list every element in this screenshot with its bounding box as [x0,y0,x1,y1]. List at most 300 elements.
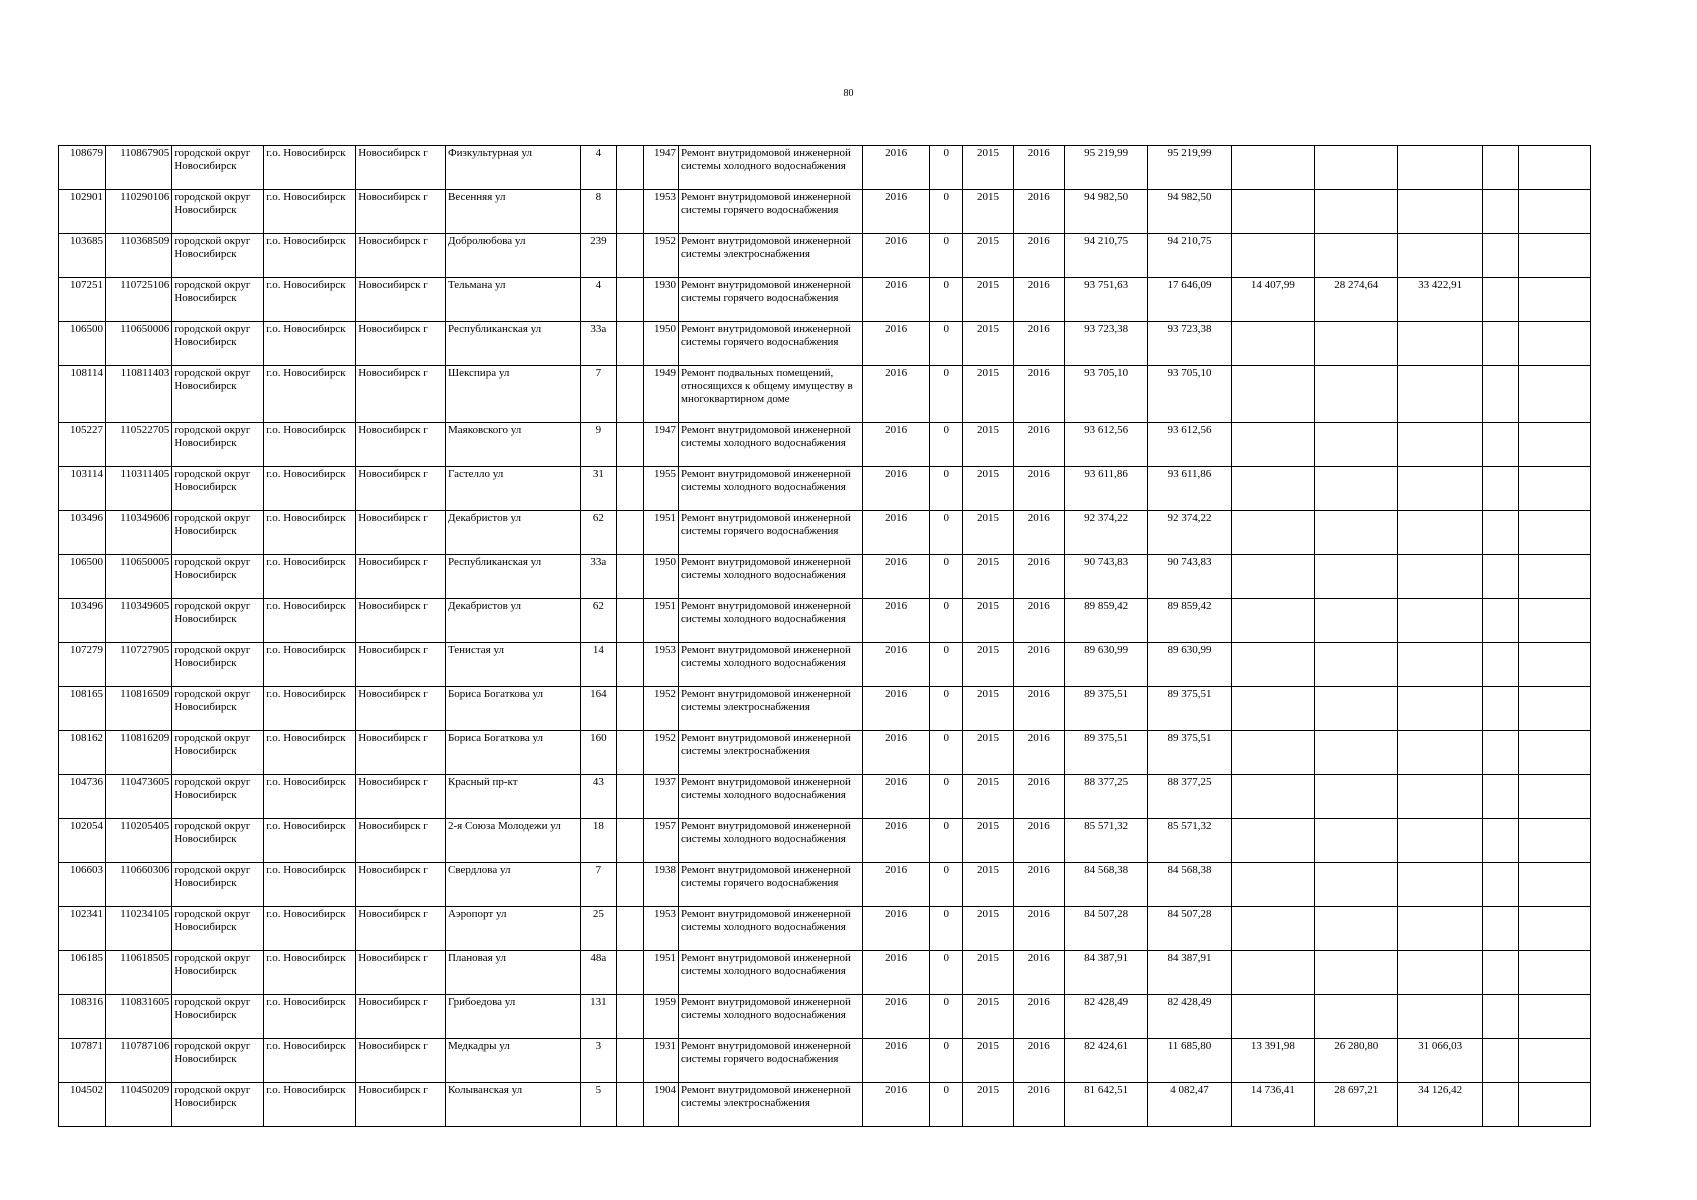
cell-house-number: 31 [580,467,616,511]
cell-value-2 [1315,863,1398,907]
cell-value-4 [1482,234,1518,278]
cell-value-1 [1231,995,1314,1039]
cell-district: городской округ Новосибирск [172,819,264,863]
cell-work-type: Ремонт внутридомовой инженерной системы горячего водоснабжения [679,863,863,907]
cell-year-to: 2016 [1013,731,1064,775]
cell-value-5 [1519,190,1591,234]
cell-value-1 [1231,190,1314,234]
cell-zero: 0 [930,511,963,555]
cell-year-from: 2015 [963,731,1013,775]
cell-house-id: 108679 [59,146,106,190]
cell-zero: 0 [930,687,963,731]
cell-city: Новосибирск г [356,599,446,643]
cell-zero: 0 [930,863,963,907]
cell-work-type: Ремонт внутридомовой инженерной системы электроснабжения [679,731,863,775]
cell-planned-year: 2016 [862,951,929,995]
cell-value-3 [1398,731,1482,775]
cell-city: Новосибирск г [356,643,446,687]
table-row [59,555,1591,599]
cell-value-5 [1519,1083,1591,1127]
cell-house-id: 103496 [59,511,106,555]
cell-zero: 0 [930,366,963,423]
cell-city: Новосибирск г [356,278,446,322]
cell-fund-cost: 89 630,99 [1148,643,1231,687]
cell-municipality: г.о. Новосибирск [264,366,356,423]
cell-municipality: г.о. Новосибирск [264,511,356,555]
cell-total-cost: 92 374,22 [1064,511,1147,555]
cell-street: Тенистая ул [445,643,580,687]
cell-value-1 [1231,731,1314,775]
cell-house-number: 48а [580,951,616,995]
cell-street: Плановая ул [445,951,580,995]
cell-element-code: 110816209 [106,731,172,775]
cell-value-1 [1231,467,1314,511]
cell-district: городской округ Новосибирск [172,643,264,687]
cell-fund-cost: 90 743,83 [1148,555,1231,599]
cell-work-type: Ремонт внутридомовой инженерной системы холодного водоснабжения [679,555,863,599]
cell-total-cost: 89 375,51 [1064,731,1147,775]
cell-house-number: 5 [580,1083,616,1127]
cell-element-code: 110290106 [106,190,172,234]
cell-year-to: 2016 [1013,511,1064,555]
cell-house-id: 108316 [59,995,106,1039]
cell-street: Маяковского ул [445,423,580,467]
cell-value-3 [1398,555,1482,599]
cell-value-3: 31 066,03 [1398,1039,1482,1083]
cell-value-1 [1231,687,1314,731]
cell-value-4 [1482,146,1518,190]
cell-total-cost: 89 630,99 [1064,643,1147,687]
cell-year-to: 2016 [1013,643,1064,687]
cell-municipality: г.о. Новосибирск [264,1039,356,1083]
cell-fund-cost: 94 210,75 [1148,234,1231,278]
cell-building [617,146,644,190]
cell-year-built: 1957 [643,819,678,863]
cell-value-2 [1315,146,1398,190]
cell-planned-year: 2016 [862,278,929,322]
cell-planned-year: 2016 [862,863,929,907]
cell-total-cost: 93 751,63 [1064,278,1147,322]
cell-total-cost: 89 859,42 [1064,599,1147,643]
cell-total-cost: 84 507,28 [1064,907,1147,951]
cell-municipality: г.о. Новосибирск [264,731,356,775]
cell-year-from: 2015 [963,278,1013,322]
cell-house-number: 25 [580,907,616,951]
cell-planned-year: 2016 [862,907,929,951]
cell-work-type: Ремонт подвальных помещений, относящихся к общему имуществу в многоквартирном доме [679,366,863,423]
cell-district: городской округ Новосибирск [172,366,264,423]
cell-value-3 [1398,423,1482,467]
cell-building [617,366,644,423]
cell-element-code: 110368509 [106,234,172,278]
cell-work-type: Ремонт внутридомовой инженерной системы холодного водоснабжения [679,643,863,687]
cell-planned-year: 2016 [862,467,929,511]
cell-work-type: Ремонт внутридомовой инженерной системы горячего водоснабжения [679,190,863,234]
cell-district: городской округ Новосибирск [172,907,264,951]
cell-value-3 [1398,907,1482,951]
cell-building [617,643,644,687]
cell-district: городской округ Новосибирск [172,511,264,555]
cell-value-3 [1398,775,1482,819]
cell-house-id: 108114 [59,366,106,423]
cell-year-to: 2016 [1013,995,1064,1039]
cell-year-from: 2015 [963,1039,1013,1083]
cell-value-5 [1519,366,1591,423]
cell-house-id: 107279 [59,643,106,687]
cell-year-built: 1953 [643,907,678,951]
cell-year-from: 2015 [963,146,1013,190]
cell-city: Новосибирск г [356,423,446,467]
cell-fund-cost: 17 646,09 [1148,278,1231,322]
cell-zero: 0 [930,995,963,1039]
cell-house-number: 9 [580,423,616,467]
cell-building [617,234,644,278]
cell-total-cost: 81 642,51 [1064,1083,1147,1127]
cell-municipality: г.о. Новосибирск [264,234,356,278]
cell-value-3 [1398,995,1482,1039]
cell-city: Новосибирск г [356,555,446,599]
cell-zero: 0 [930,775,963,819]
cell-house-number: 33а [580,555,616,599]
cell-municipality: г.о. Новосибирск [264,907,356,951]
table-row [59,775,1591,819]
cell-district: городской округ Новосибирск [172,687,264,731]
cell-building [617,819,644,863]
cell-value-3 [1398,819,1482,863]
cell-value-3 [1398,511,1482,555]
cell-house-number: 43 [580,775,616,819]
cell-value-5 [1519,423,1591,467]
cell-house-number: 3 [580,1039,616,1083]
table-row [59,278,1591,322]
cell-year-built: 1952 [643,234,678,278]
cell-fund-cost: 84 507,28 [1148,907,1231,951]
cell-total-cost: 93 611,86 [1064,467,1147,511]
cell-house-number: 7 [580,366,616,423]
cell-value-2 [1315,190,1398,234]
cell-house-number: 239 [580,234,616,278]
cell-value-2: 28 697,21 [1315,1083,1398,1127]
cell-work-type: Ремонт внутридомовой инженерной системы электроснабжения [679,234,863,278]
cell-value-1 [1231,907,1314,951]
cell-district: городской округ Новосибирск [172,951,264,995]
cell-fund-cost: 82 428,49 [1148,995,1231,1039]
cell-planned-year: 2016 [862,599,929,643]
cell-fund-cost: 92 374,22 [1148,511,1231,555]
cell-zero: 0 [930,322,963,366]
cell-district: городской округ Новосибирск [172,322,264,366]
cell-value-5 [1519,278,1591,322]
cell-year-to: 2016 [1013,907,1064,951]
cell-street: Шекспира ул [445,366,580,423]
cell-street: Республиканская ул [445,322,580,366]
cell-value-1 [1231,819,1314,863]
cell-work-type: Ремонт внутридомовой инженерной системы горячего водоснабжения [679,1039,863,1083]
cell-district: городской округ Новосибирск [172,599,264,643]
cell-street: Колыванская ул [445,1083,580,1127]
page-number: 80 [843,88,854,99]
table-row [59,995,1591,1039]
cell-value-3 [1398,863,1482,907]
cell-value-1 [1231,775,1314,819]
table-row [59,366,1591,423]
cell-planned-year: 2016 [862,366,929,423]
cell-zero: 0 [930,643,963,687]
cell-house-number: 14 [580,643,616,687]
cell-house-id: 106185 [59,951,106,995]
cell-value-2 [1315,423,1398,467]
table-row [59,322,1591,366]
cell-year-built: 1930 [643,278,678,322]
cell-value-2 [1315,643,1398,687]
cell-value-4 [1482,951,1518,995]
cell-house-id: 106500 [59,555,106,599]
cell-work-type: Ремонт внутридомовой инженерной системы холодного водоснабжения [679,951,863,995]
cell-street: Добролюбова ул [445,234,580,278]
cell-planned-year: 2016 [862,423,929,467]
cell-planned-year: 2016 [862,146,929,190]
cell-element-code: 110831605 [106,995,172,1039]
cell-year-built: 1951 [643,511,678,555]
cell-fund-cost: 4 082,47 [1148,1083,1231,1127]
cell-year-built: 1955 [643,467,678,511]
cell-value-4 [1482,190,1518,234]
cell-fund-cost: 93 612,56 [1148,423,1231,467]
cell-total-cost: 84 568,38 [1064,863,1147,907]
cell-work-type: Ремонт внутридомовой инженерной системы горячего водоснабжения [679,322,863,366]
cell-street: Декабристов ул [445,599,580,643]
cell-house-id: 103496 [59,599,106,643]
cell-street: Бориса Богаткова ул [445,731,580,775]
cell-value-4 [1482,467,1518,511]
cell-district: городской округ Новосибирск [172,731,264,775]
cell-house-id: 102054 [59,819,106,863]
cell-city: Новосибирск г [356,775,446,819]
cell-district: городской округ Новосибирск [172,234,264,278]
cell-year-to: 2016 [1013,146,1064,190]
cell-street: Медкадры ул [445,1039,580,1083]
cell-fund-cost: 89 375,51 [1148,687,1231,731]
cell-value-5 [1519,511,1591,555]
cell-value-4 [1482,643,1518,687]
cell-element-code: 110311405 [106,467,172,511]
cell-planned-year: 2016 [862,1039,929,1083]
cell-zero: 0 [930,731,963,775]
repair-program-table [58,145,1591,1127]
cell-work-type: Ремонт внутридомовой инженерной системы холодного водоснабжения [679,995,863,1039]
cell-value-3 [1398,146,1482,190]
table-row [59,599,1591,643]
cell-city: Новосибирск г [356,907,446,951]
cell-total-cost: 93 723,38 [1064,322,1147,366]
cell-municipality: г.о. Новосибирск [264,322,356,366]
cell-fund-cost: 95 219,99 [1148,146,1231,190]
cell-building [617,907,644,951]
cell-house-number: 4 [580,278,616,322]
cell-work-type: Ремонт внутридомовой инженерной системы горячего водоснабжения [679,511,863,555]
cell-value-1 [1231,322,1314,366]
cell-house-number: 62 [580,511,616,555]
cell-municipality: г.о. Новосибирск [264,863,356,907]
cell-building [617,278,644,322]
cell-street: Весенняя ул [445,190,580,234]
cell-total-cost: 94 982,50 [1064,190,1147,234]
cell-municipality: г.о. Новосибирск [264,599,356,643]
cell-value-1 [1231,643,1314,687]
cell-value-4 [1482,423,1518,467]
cell-house-id: 103114 [59,467,106,511]
cell-house-number: 7 [580,863,616,907]
cell-municipality: г.о. Новосибирск [264,819,356,863]
cell-value-5 [1519,863,1591,907]
cell-year-built: 1951 [643,951,678,995]
cell-house-id: 107251 [59,278,106,322]
cell-year-built: 1947 [643,146,678,190]
cell-fund-cost: 93 705,10 [1148,366,1231,423]
cell-year-built: 1951 [643,599,678,643]
cell-house-id: 106500 [59,322,106,366]
cell-value-3: 33 422,91 [1398,278,1482,322]
cell-street: Тельмана ул [445,278,580,322]
cell-city: Новосибирск г [356,322,446,366]
cell-house-number: 8 [580,190,616,234]
cell-value-1 [1231,423,1314,467]
cell-house-id: 108165 [59,687,106,731]
cell-year-built: 1952 [643,687,678,731]
cell-building [617,1039,644,1083]
cell-value-1 [1231,555,1314,599]
cell-year-from: 2015 [963,555,1013,599]
table-row [59,234,1591,278]
cell-element-code: 110205405 [106,819,172,863]
cell-year-from: 2015 [963,599,1013,643]
cell-planned-year: 2016 [862,555,929,599]
cell-zero: 0 [930,599,963,643]
cell-value-1 [1231,863,1314,907]
cell-house-id: 103685 [59,234,106,278]
cell-total-cost: 94 210,75 [1064,234,1147,278]
cell-year-to: 2016 [1013,1083,1064,1127]
cell-year-to: 2016 [1013,819,1064,863]
cell-value-2 [1315,995,1398,1039]
cell-year-from: 2015 [963,995,1013,1039]
cell-value-2 [1315,819,1398,863]
cell-city: Новосибирск г [356,190,446,234]
cell-planned-year: 2016 [862,995,929,1039]
cell-district: городской округ Новосибирск [172,1039,264,1083]
cell-district: городской округ Новосибирск [172,278,264,322]
cell-total-cost: 90 743,83 [1064,555,1147,599]
cell-zero: 0 [930,423,963,467]
cell-value-1: 13 391,98 [1231,1039,1314,1083]
cell-value-5 [1519,907,1591,951]
cell-year-built: 1952 [643,731,678,775]
cell-year-built: 1959 [643,995,678,1039]
cell-value-2 [1315,599,1398,643]
cell-year-built: 1937 [643,775,678,819]
cell-house-number: 18 [580,819,616,863]
cell-city: Новосибирск г [356,819,446,863]
cell-value-4 [1482,322,1518,366]
cell-city: Новосибирск г [356,366,446,423]
cell-district: городской округ Новосибирск [172,775,264,819]
cell-municipality: г.о. Новосибирск [264,643,356,687]
cell-district: городской округ Новосибирск [172,467,264,511]
cell-city: Новосибирск г [356,234,446,278]
cell-zero: 0 [930,190,963,234]
cell-district: городской округ Новосибирск [172,995,264,1039]
cell-district: городской округ Новосибирск [172,555,264,599]
cell-year-built: 1953 [643,190,678,234]
cell-year-from: 2015 [963,775,1013,819]
cell-value-2 [1315,511,1398,555]
cell-element-code: 110522705 [106,423,172,467]
cell-total-cost: 84 387,91 [1064,951,1147,995]
cell-year-from: 2015 [963,863,1013,907]
cell-value-1 [1231,511,1314,555]
cell-value-1 [1231,951,1314,995]
cell-district: городской округ Новосибирск [172,190,264,234]
cell-year-from: 2015 [963,322,1013,366]
cell-work-type: Ремонт внутридомовой инженерной системы холодного водоснабжения [679,599,863,643]
table-row [59,1039,1591,1083]
cell-fund-cost: 94 982,50 [1148,190,1231,234]
cell-street: Грибоедова ул [445,995,580,1039]
cell-value-4 [1482,1039,1518,1083]
cell-street: 2-я Союза Молодежи ул [445,819,580,863]
cell-building [617,731,644,775]
cell-year-built: 1947 [643,423,678,467]
cell-value-2 [1315,687,1398,731]
cell-city: Новосибирск г [356,951,446,995]
cell-house-number: 131 [580,995,616,1039]
cell-value-1 [1231,599,1314,643]
cell-element-code: 110725106 [106,278,172,322]
table-row [59,1083,1591,1127]
cell-fund-cost: 88 377,25 [1148,775,1231,819]
cell-building [617,423,644,467]
table-row [59,687,1591,731]
cell-value-3 [1398,951,1482,995]
cell-value-1 [1231,234,1314,278]
cell-value-4 [1482,687,1518,731]
cell-fund-cost: 93 611,86 [1148,467,1231,511]
cell-value-2 [1315,731,1398,775]
cell-value-5 [1519,599,1591,643]
cell-value-5 [1519,322,1591,366]
cell-value-5 [1519,731,1591,775]
cell-element-code: 110349605 [106,599,172,643]
cell-work-type: Ремонт внутридомовой инженерной системы холодного водоснабжения [679,907,863,951]
cell-year-built: 1950 [643,555,678,599]
cell-value-5 [1519,687,1591,731]
cell-building [617,951,644,995]
cell-zero: 0 [930,819,963,863]
cell-city: Новосибирск г [356,467,446,511]
cell-district: городской округ Новосибирск [172,146,264,190]
cell-municipality: г.о. Новосибирск [264,467,356,511]
cell-value-1 [1231,366,1314,423]
cell-value-2 [1315,467,1398,511]
cell-planned-year: 2016 [862,687,929,731]
cell-total-cost: 82 424,61 [1064,1039,1147,1083]
cell-planned-year: 2016 [862,775,929,819]
cell-street: Бориса Богаткова ул [445,687,580,731]
cell-value-1: 14 736,41 [1231,1083,1314,1127]
cell-year-from: 2015 [963,1083,1013,1127]
cell-planned-year: 2016 [862,643,929,687]
cell-element-code: 110618505 [106,951,172,995]
